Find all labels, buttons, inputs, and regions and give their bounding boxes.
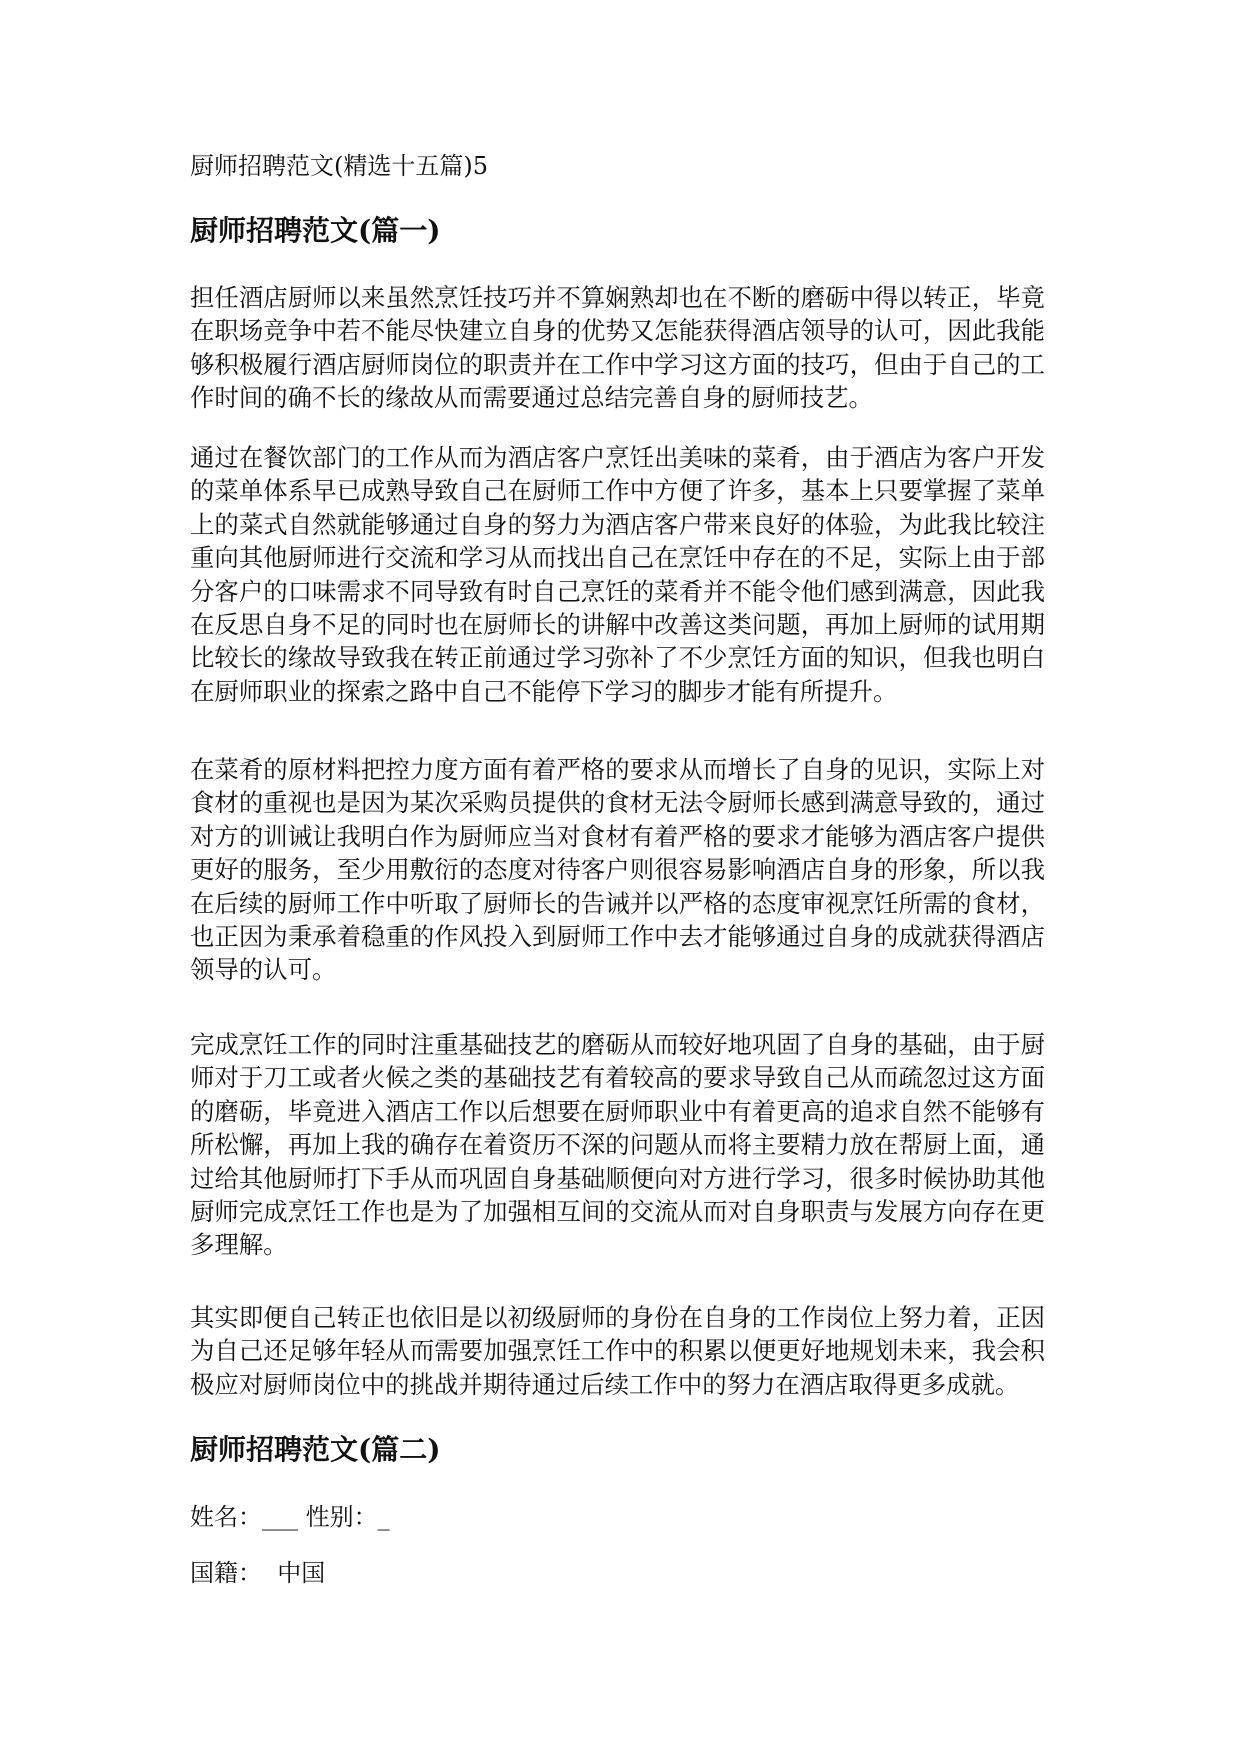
nationality-field: 国籍： 中国 bbox=[190, 1559, 326, 1587]
section-heading-1: 厨师招聘范文(篇一) bbox=[190, 214, 441, 247]
name-gender-field: 姓名：___ 性别：_ bbox=[190, 1503, 390, 1531]
paragraph: 在菜肴的原材料把控力度方面有着严格的要求从而增长了自身的见识，实际上对食材的重视也是因为某次采购员提供的食材无法令厨师长感到满意导致的，通过对方的训诫让我明白作为厨师应当对食材有着严格的要求才能够为酒店客户提供更好的服务，至少用敷衍的态度对待客户则很容易影响酒店自身的形象，所以我在后续的厨师工作中听取了厨师长的告诫并以严格的态度审视烹饪所需的食材，也正因为秉承着稳重的作风投入到厨师工作中去才能够通过自身的成就获得酒店领导的认可。 bbox=[190, 755, 1045, 985]
paragraph: 通过在餐饮部门的工作从而为酒店客户烹饪出美味的菜肴，由于酒店为客户开发的菜单体系早已成熟导致自己在厨师工作中方便了许多，基本上只要掌握了菜单上的菜式自然就能够通过自身的努力为酒店客户带来良好的体验，为此我比较注重向其他厨师进行交流和学习从而找出自己在烹饪中存在的不足，实际上由于部分客户的口味需求不同导致有时自己烹饪的菜肴并不能令他们感到满意，因此我在反思自身不足的同时也在厨师长的讲解中改善这类问题，再加上厨师的试用期比较长的缘故导致我在转正前通过学习弥补了不少烹饪方面的知识，但我也明白在厨师职业的探索之路中自己不能停下学习的脚步才能有所提升。 bbox=[190, 443, 1045, 706]
paragraph: 完成烹饪工作的同时注重基础技艺的磨砺从而较好地巩固了自身的基础，由于厨师对于刀工或者火候之类的基础技艺有着较高的要求导致自己从而疏忽过这方面的磨砺，毕竟进入酒店工作以后想要在厨师职业中有着更高的追求自然不能够有所松懈，再加上我的确存在着资历不深的问题从而将主要精力放在帮厨上面，通过给其他厨师打下手从而巩固自身基础顺便向对方进行学习，很多时候协助其他厨师完成烹饪工作也是为了加强相互间的交流从而对自身职责与发展方向存在更多理解。 bbox=[190, 1030, 1045, 1260]
section-heading-2: 厨师招聘范文(篇二) bbox=[190, 1433, 441, 1466]
paragraph: 其实即便自己转正也依旧是以初级厨师的身份在自身的工作岗位上努力着，正因为自己还足够年轻从而需要加强烹饪工作中的积累以便更好地规划未来，我会积极应对厨师岗位中的挑战并期待通过后续工作中的努力在酒店取得更多成就。 bbox=[190, 1303, 1045, 1399]
document-title: 厨师招聘范文(精选十五篇)5 bbox=[190, 152, 488, 180]
paragraph: 担任酒店厨师以来虽然烹饪技巧并不算娴熟却也在不断的磨砺中得以转正，毕竟在职场竞争中若不能尽快建立自身的优势又怎能获得酒店领导的认可，因此我能够积极履行酒店厨师岗位的职责并在工作中学习这方面的技巧，但由于自己的工作时间的确不长的缘故从而需要通过总结完善自身的厨师技艺。 bbox=[190, 283, 1045, 413]
